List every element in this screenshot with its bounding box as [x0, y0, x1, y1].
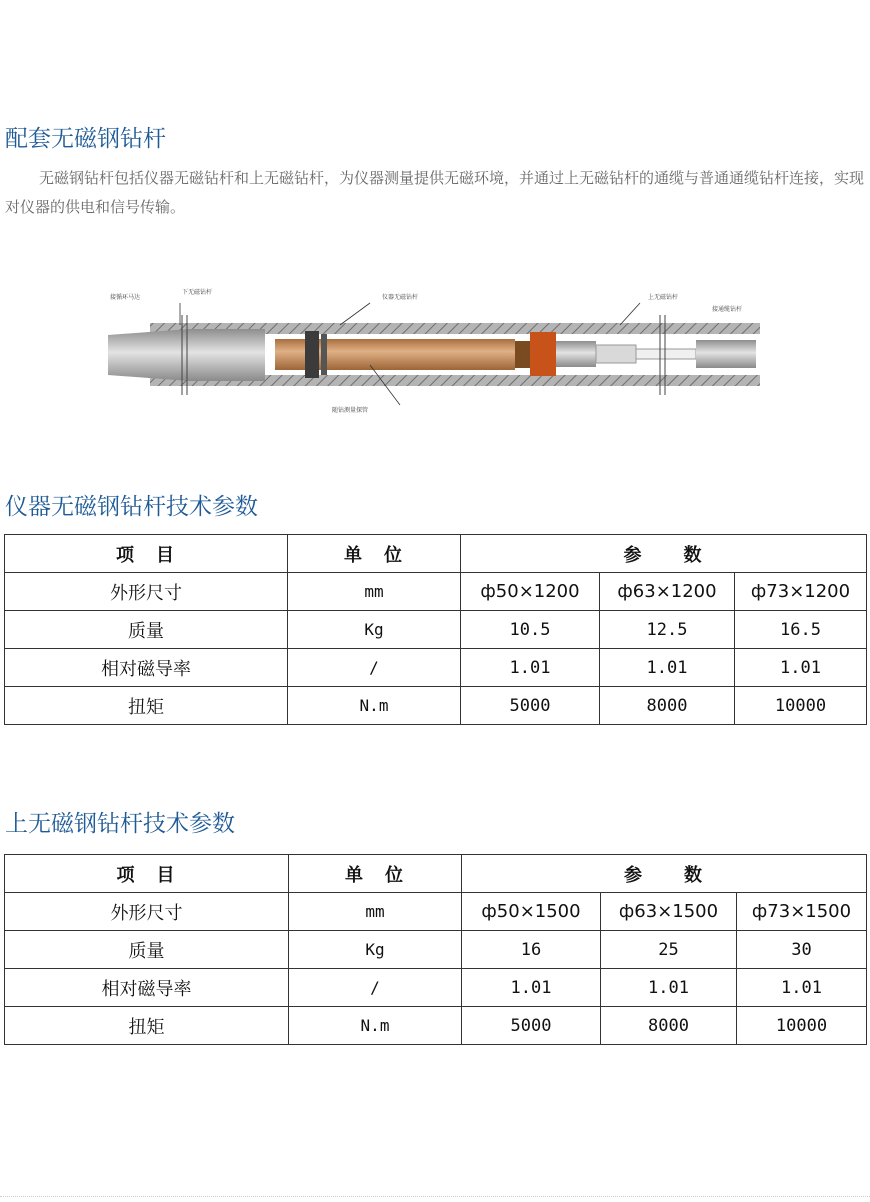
- label-lower-drill-pipe: 下无磁钻杆: [182, 289, 213, 296]
- section-title-upper-drill-pipe-specs: 上无磁钢钻杆技术参数: [5, 811, 235, 837]
- row-unit: Kg: [288, 611, 461, 649]
- header-params: 参 数: [461, 535, 867, 573]
- cell-value: 1.01: [600, 649, 735, 687]
- cell-value: ф63×1200: [600, 573, 735, 611]
- cell-value: 16: [462, 931, 601, 969]
- cell-value: 10000: [737, 1007, 867, 1045]
- table-row: [5, 573, 867, 611]
- cell-value: 30: [737, 931, 867, 969]
- row-unit: Kg: [289, 931, 462, 969]
- upper-drill-pipe-spec-table: [4, 854, 867, 1045]
- cell-value: 5000: [461, 687, 600, 725]
- header-item: 项 目: [5, 855, 289, 893]
- drill-pipe-diagram: [100, 285, 780, 415]
- label-upper-drill-pipe: 上无磁钻杆: [648, 294, 679, 301]
- row-unit: /: [288, 649, 461, 687]
- cell-value: 1.01: [601, 969, 737, 1007]
- table-row: [5, 649, 867, 687]
- row-unit: mm: [288, 573, 461, 611]
- table-row: [5, 893, 867, 931]
- table-row: [5, 1007, 867, 1045]
- cell-value: 10.5: [461, 611, 600, 649]
- table-header-row: [5, 535, 867, 573]
- section-title-instrument-drill-pipe-specs: 仪器无磁钢钻杆技术参数: [5, 494, 258, 520]
- intro-paragraph: 无磁钢钻杆包括仪器无磁钻杆和上无磁钻杆，为仪器测量提供无磁环境，并通过上无磁钻杆的通缆与普通通缆钻杆连接，实现对仪器的供电和信号传输。: [5, 169, 865, 216]
- table-row: [5, 611, 867, 649]
- cell-value: ф63×1500: [601, 893, 737, 931]
- cell-value: ф50×1200: [461, 573, 600, 611]
- label-mwd-probe: 随钻测量探管: [332, 407, 369, 414]
- table-row: [5, 931, 867, 969]
- cell-value: ф73×1500: [737, 893, 867, 931]
- cell-value: 8000: [600, 687, 735, 725]
- cell-value: 12.5: [600, 611, 735, 649]
- cell-value: 5000: [462, 1007, 601, 1045]
- row-name: 扭矩: [5, 687, 288, 725]
- row-unit: N.m: [289, 1007, 462, 1045]
- row-name: 质量: [5, 931, 289, 969]
- row-unit: /: [289, 969, 462, 1007]
- header-item: 项 目: [5, 535, 288, 573]
- cell-value: 10000: [735, 687, 867, 725]
- cell-value: 1.01: [735, 649, 867, 687]
- row-name: 扭矩: [5, 1007, 289, 1045]
- header-unit: 单 位: [289, 855, 462, 893]
- bottom-divider: [0, 1196, 870, 1197]
- row-name: 外形尺寸: [5, 573, 288, 611]
- label-cable-drill-pipe: 接通缆钻杆: [712, 306, 743, 313]
- table-header-row: [5, 855, 867, 893]
- row-unit: N.m: [288, 687, 461, 725]
- cell-value: 1.01: [737, 969, 867, 1007]
- label-circulation-motor: 接循环马达: [110, 294, 141, 301]
- table-row: [5, 969, 867, 1007]
- header-unit: 单 位: [288, 535, 461, 573]
- cell-value: 8000: [601, 1007, 737, 1045]
- label-instrument-drill-pipe: 仪器无磁钻杆: [382, 294, 419, 301]
- cell-value: 1.01: [461, 649, 600, 687]
- section-title-supporting-drill-pipe: 配套无磁钢钻杆: [5, 126, 166, 152]
- probe-stabilizer: [305, 331, 319, 378]
- cell-value: 1.01: [462, 969, 601, 1007]
- probe-collar: [530, 332, 556, 376]
- header-params: 参 数: [462, 855, 867, 893]
- cell-value: 25: [601, 931, 737, 969]
- row-unit: mm: [289, 893, 462, 931]
- instrument-drill-pipe-spec-table: [4, 534, 867, 725]
- row-name: 相对磁导率: [5, 969, 289, 1007]
- cell-value: 16.5: [735, 611, 867, 649]
- row-name: 相对磁导率: [5, 649, 288, 687]
- row-name: 质量: [5, 611, 288, 649]
- cell-value: ф50×1500: [462, 893, 601, 931]
- table-row: [5, 687, 867, 725]
- cell-value: ф73×1200: [735, 573, 867, 611]
- row-name: 外形尺寸: [5, 893, 289, 931]
